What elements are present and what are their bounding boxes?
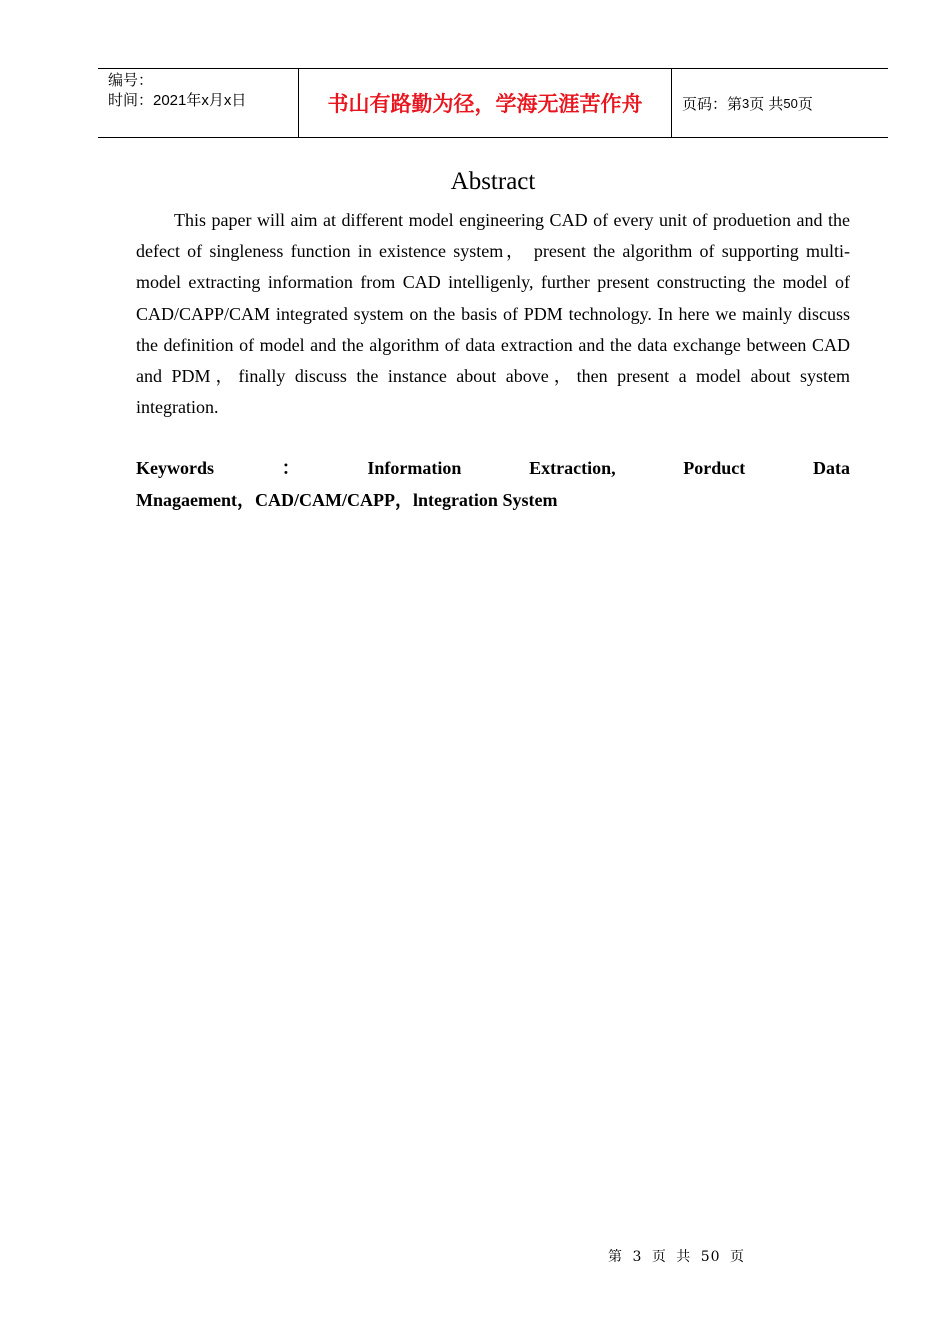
page-suffix: 页 [797,95,813,113]
footer-di: 第 [608,1249,623,1265]
keyword-word: Information [367,458,462,478]
footer-ye2: 页 [730,1249,746,1265]
abstract-body [136,205,850,423]
abstract-paragraph: This paper will aim at different model engineering CAD of every unit of produetion and the defect of singleness function in existence system， present the algorithm of supporting multi- model extracting information from CAD intelligenly, further present constructing the model of CAD/CAPP/CAM integrated system on the basis of PDM technology. In here we mainly discuss the definition of model and the algorithm of data extraction and the data exchange between CAD and PDM，finally discuss the instance about above，then present a model about system integration. [136,210,850,418]
keywords-line-2: Mnagaement，CAD/CAM/CAPP，lntegration System [136,489,558,510]
keyword-word: Data [813,458,850,478]
header-motto-cell [299,69,672,137]
page-header [98,68,888,138]
keywords-line-1 [136,453,850,485]
footer-ye: 页 [651,1249,667,1265]
abstract-title: Abstract [450,168,536,195]
keywords-label: Keywords [136,458,214,478]
footer-gong: 共 [676,1249,692,1265]
motto-text: 书山有路勤为径，学海无涯苦作舟 [327,92,643,116]
keywords-colon: ： [281,458,300,478]
footer-total: 50 [700,1249,721,1265]
page-footer [608,1246,749,1266]
page-mid: 页 共 [749,95,784,113]
keyword-word: Extraction, [529,458,616,478]
page-number: 3 [742,95,750,111]
time-label: 时间：2021年x月x日 [108,92,247,109]
keyword-word: Porduct [683,458,746,478]
serial-label: 编号： [108,72,154,89]
page-prefix: 页码：第 [682,95,743,113]
header-page-cell [672,69,888,137]
footer-page-number: 3 [632,1249,643,1265]
keywords-block [136,453,850,516]
header-meta-cell [98,69,299,137]
page-total: 50 [783,95,798,111]
